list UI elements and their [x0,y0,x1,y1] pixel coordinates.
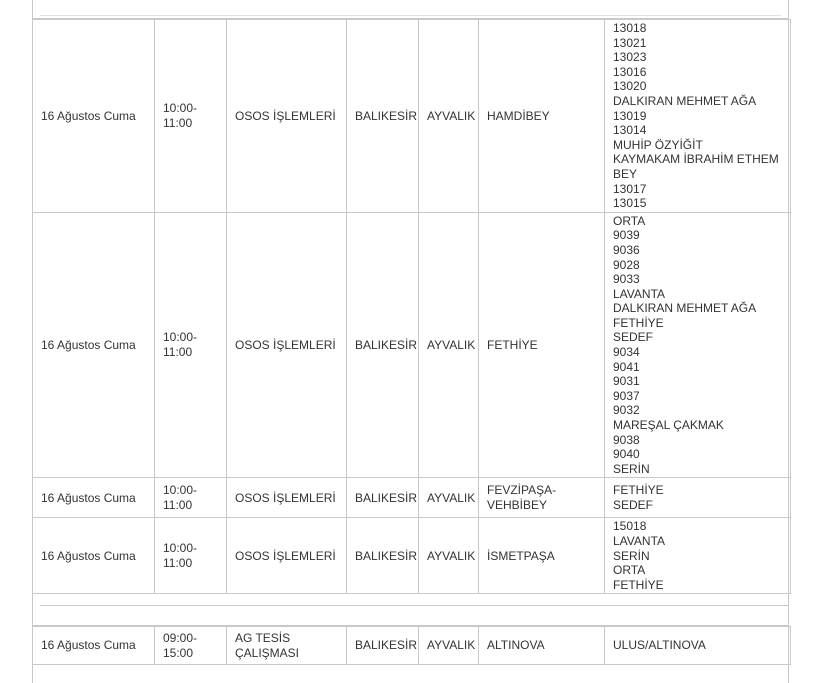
cell-date: 16 Ağustos Cuma [33,627,155,665]
street-item: ORTA [613,213,646,228]
street-item: MAREŞAL ÇAKMAK [613,418,724,433]
street-item: LAVANTA [613,286,666,301]
cell-time [155,212,227,478]
street-item: 9041 [613,359,640,374]
street-item: DALKIRAN MEHMET AĞA [613,93,757,108]
street-item: 9034 [613,345,640,360]
cell-streets [605,212,791,478]
cell-line: 11:00 [163,555,193,570]
cell-streets [605,518,791,594]
table-row [33,518,791,594]
street-item: KAYMAKAM İBRAHİM ETHEM BEY [613,152,779,181]
street-item: 13014 [613,123,647,138]
cell-work: OSOS İŞLEMLERİ [227,518,347,594]
cell-district: AYVALIK [419,478,479,518]
cell-district: AYVALIK [419,627,479,665]
cell-line: AG TESİS [235,630,291,645]
street-item: 13019 [613,108,647,123]
cell-work [227,627,347,665]
cell-line: 09:00- [163,630,198,645]
street-item: ULUS/ALTINOVA [613,638,706,653]
street-item: SEDEF [613,330,654,345]
cell-work: OSOS İŞLEMLERİ [227,478,347,518]
cell-date: 16 Ağustos Cuma [33,518,155,594]
separator-row [32,586,789,626]
street-item: 13018 [613,21,647,35]
cell-line: 10:00- [163,101,198,116]
cell-time [155,518,227,594]
table-row [33,627,791,665]
cell-line: FEVZİPAŞA- [487,483,557,498]
cell-line: 10:00- [163,330,198,345]
table-row [33,20,791,213]
street-item: 9032 [613,403,640,418]
table-row [33,212,791,478]
street-item: 9038 [613,432,640,447]
outage-table-last [32,626,791,665]
street-item: MUHİP ÖZYİĞİT [613,137,703,152]
street-item: DALKIRAN MEHMET AĞA [613,301,757,316]
cell-line: ÇALIŞMASI [235,645,300,660]
cell-neighborhood: ALTINOVA [479,627,605,665]
cell-district: AYVALIK [419,518,479,594]
cell-province: BALIKESİR [347,518,419,594]
street-item: 9036 [613,242,640,257]
cell-work: OSOS İŞLEMLERİ [227,212,347,478]
cell-date: 16 Ağustos Cuma [33,20,155,213]
street-item: 9040 [613,447,640,462]
street-item: 13015 [613,196,647,211]
street-item: 13017 [613,181,647,196]
street-item: SEDEF [613,497,654,512]
cell-work: OSOS İŞLEMLERİ [227,20,347,213]
cell-line: 11:00 [163,497,193,512]
cell-neighborhood: İSMETPAŞA [479,518,605,594]
street-item: ORTA [613,563,646,578]
cell-line: 11:00 [163,345,193,360]
cell-line: 10:00- [163,483,198,498]
street-item: 9039 [613,228,640,243]
street-item: 9028 [613,257,640,272]
cell-line: 11:00 [163,115,193,130]
cell-time [155,478,227,518]
cell-district: AYVALIK [419,20,479,213]
street-item: 15018 [613,519,647,534]
cell-time [155,20,227,213]
cell-line: VEHBİBEY [487,497,548,512]
cell-streets [605,20,791,213]
street-item: SERİN [613,461,650,476]
street-item: LAVANTA [613,534,666,548]
top-spacer-row [32,0,789,19]
cell-province: BALIKESİR [347,212,419,478]
cell-streets [605,478,791,518]
street-item: FETHİYE [613,315,664,330]
cell-date: 16 Ağustos Cuma [33,212,155,478]
cell-neighborhood [479,478,605,518]
cell-line: 10:00- [163,541,198,556]
street-item: 13016 [613,64,647,79]
bottom-spacer-row [32,665,789,683]
cell-line: 15:00 [163,645,194,660]
street-item: SERİN [613,548,650,563]
street-item: 13023 [613,50,647,65]
cell-province: BALIKESİR [347,20,419,213]
cell-date: 16 Ağustos Cuma [33,478,155,518]
cell-neighborhood: HAMDİBEY [479,20,605,213]
outage-table [32,19,791,594]
street-item: FETHİYE [613,577,664,592]
street-item: 9037 [613,388,640,403]
cell-time [155,627,227,665]
cell-province: BALIKESİR [347,627,419,665]
street-item: 13021 [613,35,647,50]
street-item: 13020 [613,79,647,94]
street-item: FETHİYE [613,483,664,498]
cell-district: AYVALIK [419,212,479,478]
cell-neighborhood: FETHİYE [479,212,605,478]
street-item: 9031 [613,374,640,389]
cell-streets [605,627,791,665]
cell-province: BALIKESİR [347,478,419,518]
street-item: 9033 [613,272,640,287]
table-row [33,478,791,518]
